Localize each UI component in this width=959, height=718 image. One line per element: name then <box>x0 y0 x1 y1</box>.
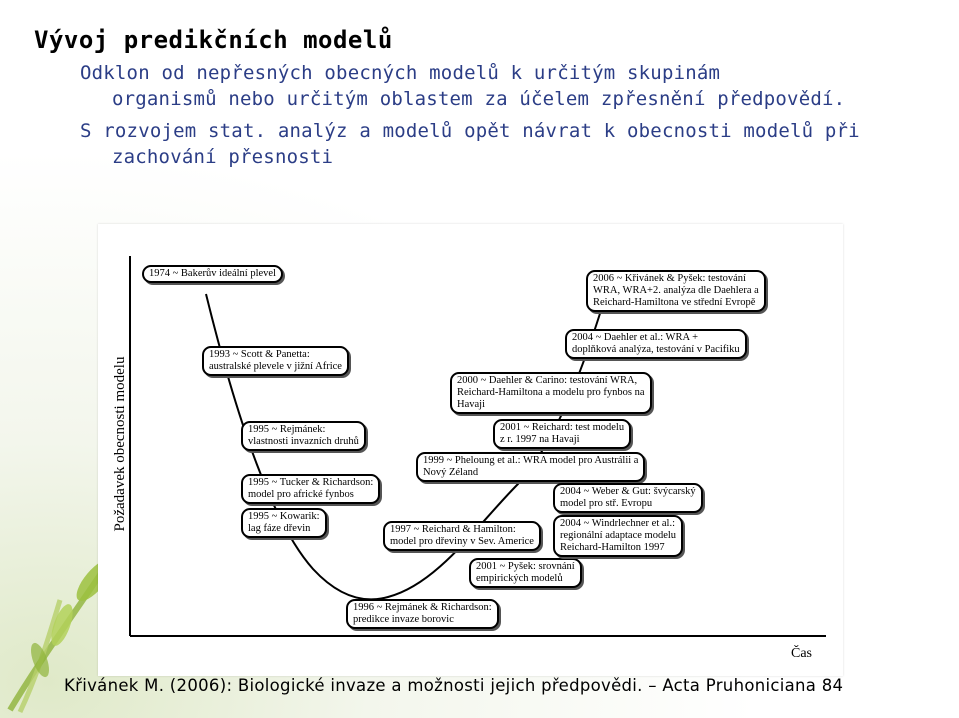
milestone-1996-line-1: 1996 ~ Rejmánek & Richardson: <box>353 602 492 613</box>
milestone-2001-reichard-line-1: 2001 ~ Reichard: test modelu <box>500 422 625 433</box>
milestone-1993 <box>202 346 349 376</box>
milestone-1999-line-1: 1999 ~ Pheloung et al.: WRA model pro Austrálii a <box>423 455 639 466</box>
milestone-2004-windrlechner <box>553 515 683 557</box>
milestone-1993-line-2: australské plevele v jižní Africe <box>209 361 342 372</box>
model-evolution-figure <box>98 224 843 676</box>
milestone-2000-line-1: 2000 ~ Daehler & Carino: testování WRA, <box>457 375 638 386</box>
slide-title: Vývoj predikčních modelů <box>34 26 393 54</box>
y-axis-label: Požadavek obecnosti modelu <box>112 356 128 532</box>
milestone-2004-daehler <box>565 329 747 359</box>
milestone-1995-rejmanek <box>241 421 366 451</box>
bullet-2-line-2: zachování přesnosti <box>112 146 334 168</box>
milestone-1995-tucker-line-1: 1995 ~ Tucker & Richardson: <box>248 477 374 488</box>
x-axis-label: Čas <box>791 646 812 661</box>
milestone-1997-line-2: model pro dřeviny v Sev. Americe <box>390 536 534 547</box>
milestone-1995-rejmanek-line-2: vlastnosti invazních druhů <box>248 436 359 447</box>
milestone-2001-pysek-line-1: 2001 ~ Pyšek: srovnání <box>476 561 575 572</box>
milestone-1996 <box>346 599 499 629</box>
milestone-2004-weber-line-2: model pro stř. Evropu <box>560 498 653 509</box>
bullet-1-line-2: organismů nebo určitým oblastem za účelem zpřesnění předpovědí. <box>112 88 846 110</box>
milestone-1995-kowarik-line-1: 1995 ~ Kowarik: <box>248 511 320 522</box>
milestone-1999 <box>416 452 645 482</box>
milestone-2001-reichard <box>493 419 631 449</box>
milestone-2006-line-1: 2006 ~ Křivánek & Pyšek: testování <box>593 273 746 284</box>
milestone-1999-line-2: Nový Zéland <box>423 467 479 478</box>
milestone-2006 <box>586 270 766 312</box>
milestone-1995-tucker-line-2: model pro africké fynbos <box>248 489 354 500</box>
milestone-2006-line-2: WRA, WRA+2. analýza dle Daehlera a <box>593 285 759 296</box>
citation-caption: Křivánek M. (2006): Biologické invaze a možnosti jejich předpovědi. – Acta Pruhoniciana 84 <box>64 676 844 695</box>
milestone-2004-windrlechner-line-2: regionální adaptace modelu <box>560 530 677 541</box>
milestone-2006-line-3: Reichard-Hamiltona ve střední Evropě <box>593 297 756 308</box>
milestone-2004-windrlechner-line-3: Reichard-Hamilton 1997 <box>560 542 665 553</box>
milestone-1995-kowarik <box>241 508 327 538</box>
milestone-2001-pysek <box>469 558 582 588</box>
milestone-2001-reichard-line-2: z r. 1997 na Havaji <box>500 434 580 445</box>
milestone-2000 <box>450 372 652 414</box>
milestone-1995-kowarik-line-2: lag fáze dřevin <box>248 523 311 534</box>
milestone-1997 <box>383 521 541 551</box>
milestone-1995-rejmanek-line-1: 1995 ~ Rejmánek: <box>248 424 326 435</box>
milestone-1974-line-1: 1974 ~ Bakerův ideální plevel <box>149 268 276 279</box>
milestone-2004-weber-line-1: 2004 ~ Weber & Gut: švýcarský <box>560 486 696 497</box>
milestone-2000-line-3: Havaji <box>457 399 485 410</box>
milestone-1974 <box>142 265 283 283</box>
milestone-2004-daehler-line-1: 2004 ~ Daehler et al.: WRA + <box>572 332 699 343</box>
milestone-2004-windrlechner-line-1: 2004 ~ Windrlechner et al.: <box>560 518 675 529</box>
milestone-1993-line-1: 1993 ~ Scott & Panetta: <box>209 349 310 360</box>
milestone-2004-weber <box>553 483 703 513</box>
milestone-1997-line-1: 1997 ~ Reichard & Hamilton: <box>390 524 516 535</box>
milestone-2004-daehler-line-2: doplňková analýza, testování v Pacifiku <box>572 344 740 355</box>
bullet-2-line-1: S rozvojem stat. analýz a modelů opět návrat k obecnosti modelů při <box>80 120 860 142</box>
milestone-1995-tucker <box>241 474 380 504</box>
milestone-2001-pysek-line-2: empirických modelů <box>476 573 563 584</box>
milestone-2000-line-2: Reichard-Hamiltona a modelu pro fynbos na <box>457 387 645 398</box>
bullet-1-line-1: Odklon od nepřesných obecných modelů k určitým skupinám <box>80 62 721 84</box>
milestone-1996-line-2: predikce invaze borovic <box>353 614 454 625</box>
